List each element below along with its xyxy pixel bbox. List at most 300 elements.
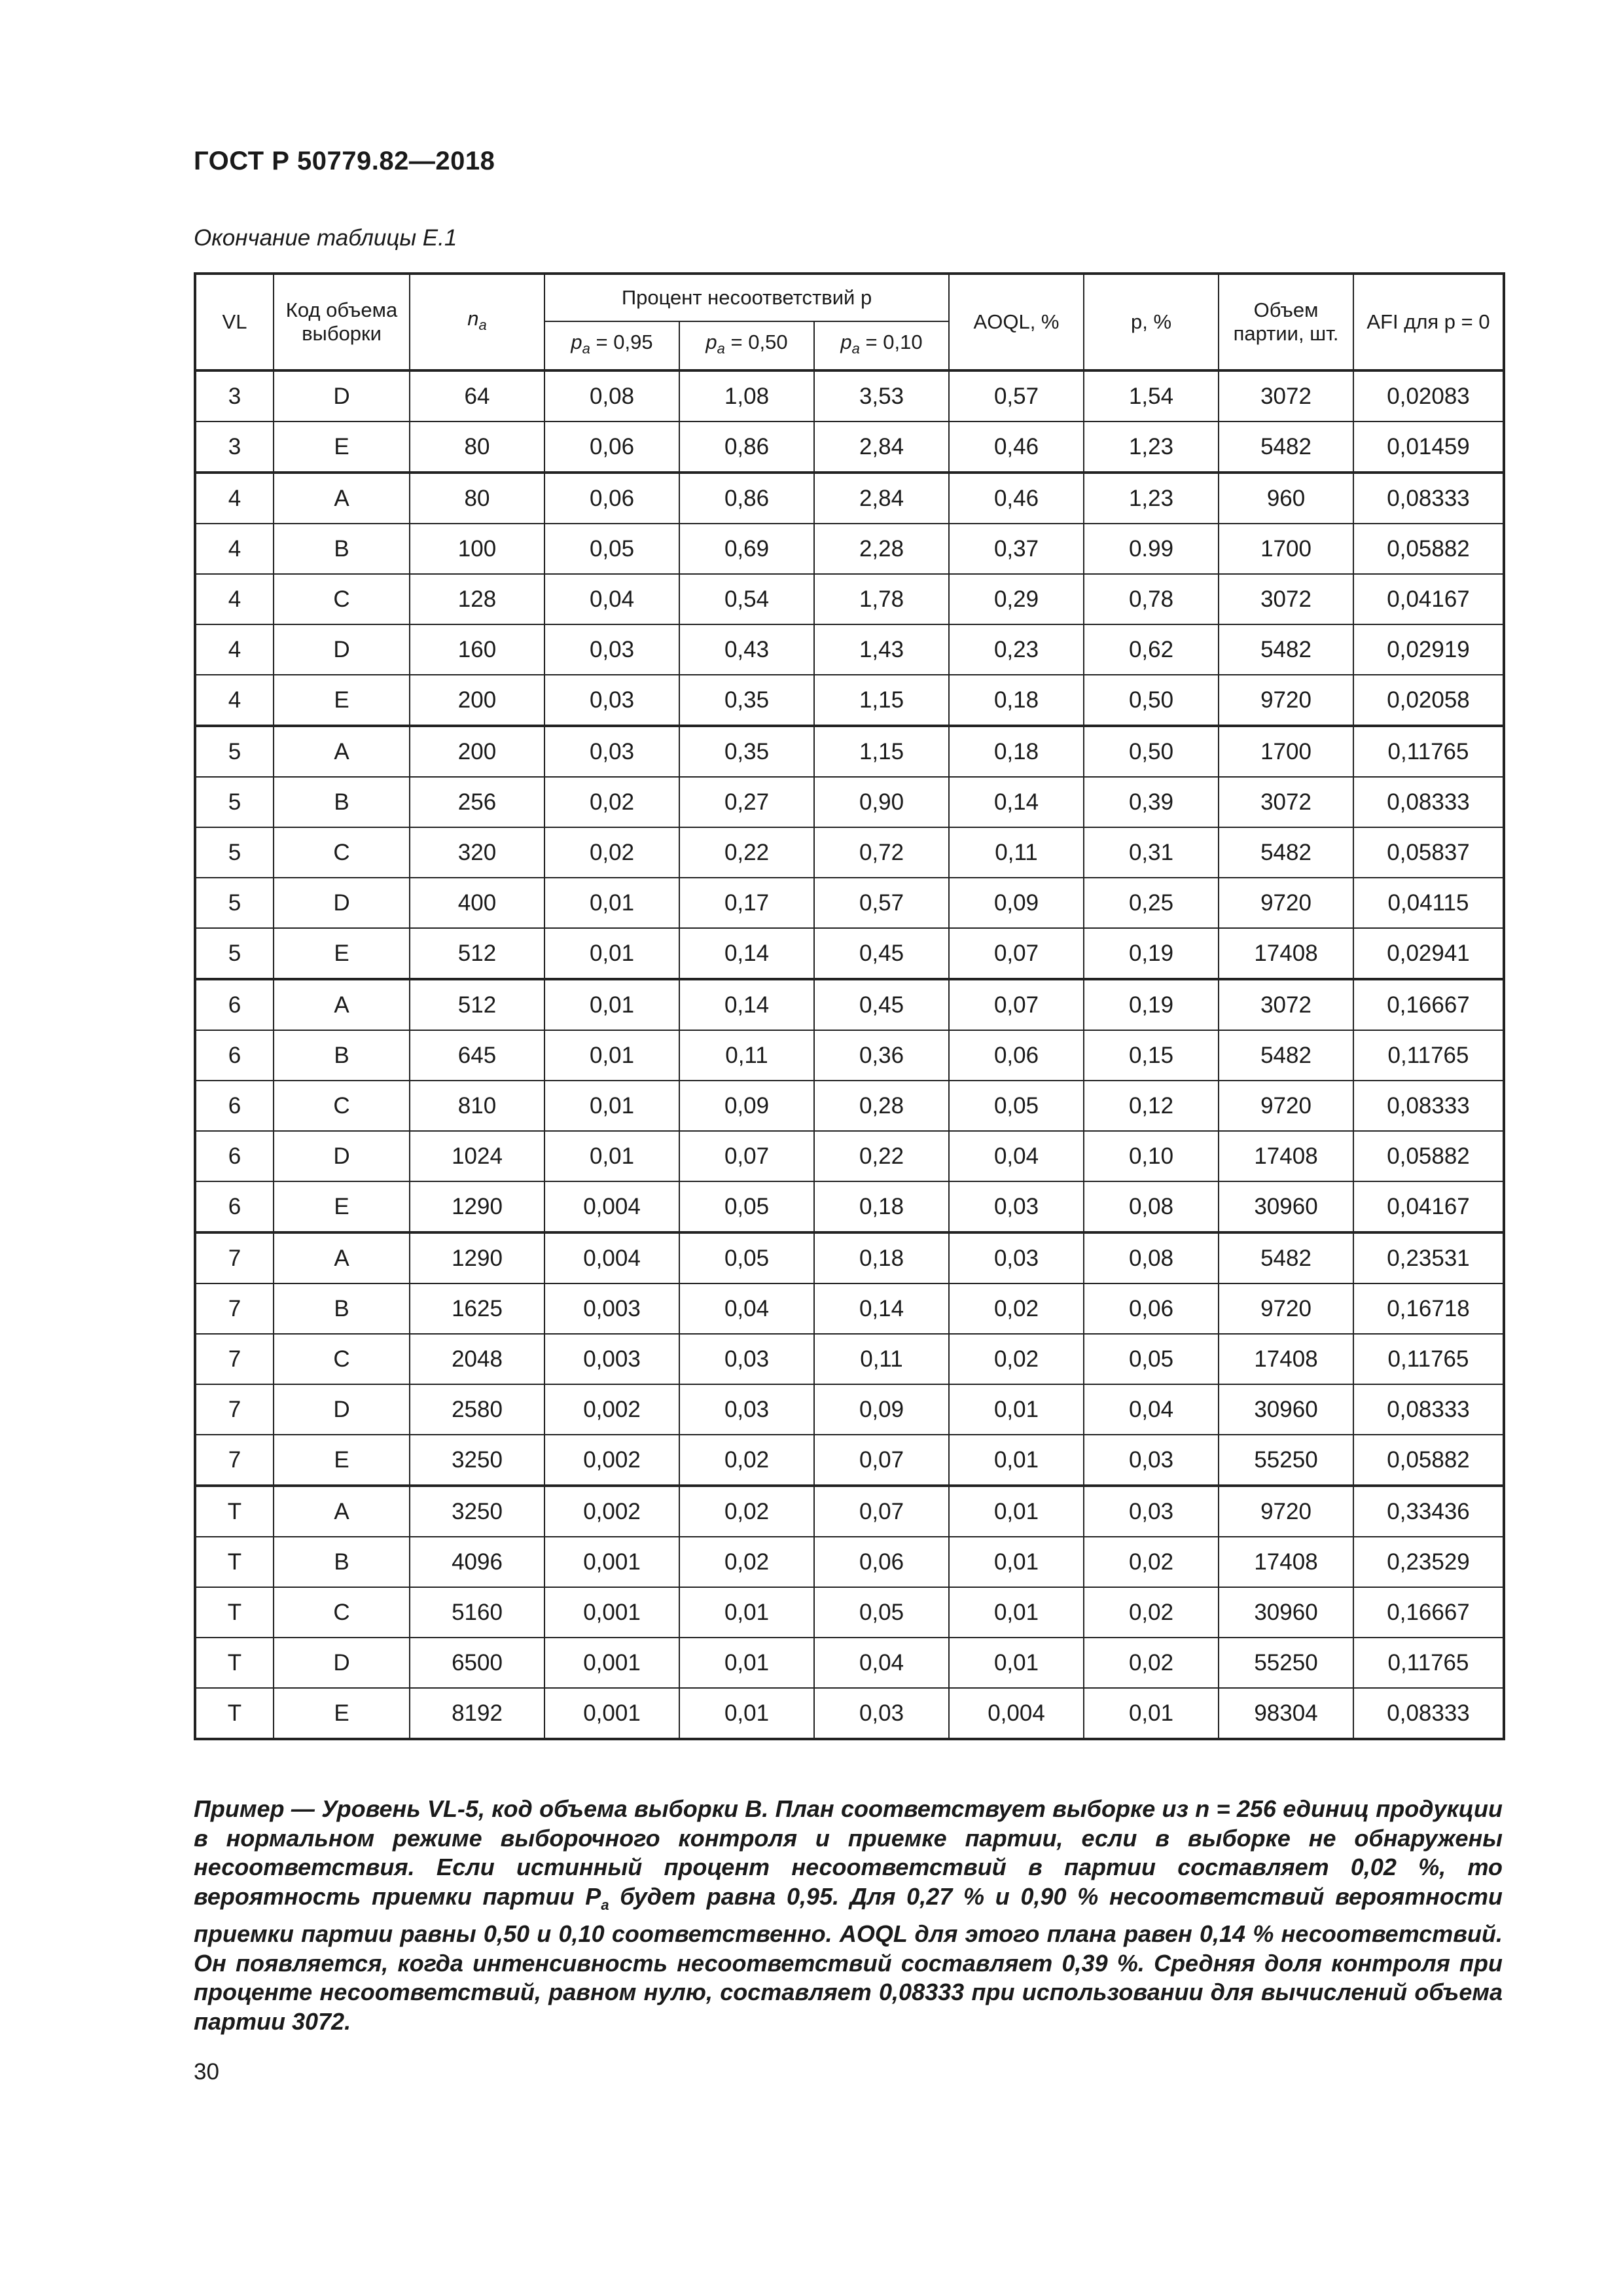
cell-p: 0,04 [1084,1384,1219,1435]
cell-pa-050: 0,27 [679,777,814,827]
cell-vl: 6 [195,1131,274,1181]
cell-pa-095: 0,03 [544,675,679,726]
document-header: ГОСТ Р 50779.82—2018 [194,147,495,175]
table-row [195,1030,1504,1081]
cell-pa-050: 0,11 [679,1030,814,1081]
cell-aoql: 0,46 [949,422,1084,473]
table-row [195,827,1504,878]
cell-p: 0,08 [1084,1181,1219,1232]
cell-pa-050: 0,01 [679,1638,814,1688]
header-percent-nonconforming: Процент несоответствий p [544,274,949,321]
cell-p: 0.99 [1084,524,1219,574]
cell-lot-size: 30960 [1219,1587,1353,1638]
cell-afi: 0,23531 [1353,1232,1504,1283]
cell-lot-size: 3072 [1219,574,1353,624]
cell-vl: 6 [195,1181,274,1232]
cell-na: 6500 [410,1638,544,1688]
cell-vl: 4 [195,624,274,675]
cell-aoql: 0,03 [949,1181,1084,1232]
cell-pa-050: 0,35 [679,726,814,777]
cell-pa-010: 2,84 [814,473,949,524]
cell-p: 0,12 [1084,1081,1219,1131]
header-pa-095-value: = 0,95 [590,330,653,353]
cell-sample-code: C [274,1081,410,1131]
cell-sample-code: A [274,1232,410,1283]
cell-na: 512 [410,979,544,1030]
cell-sample-code: D [274,1131,410,1181]
table-row [195,1131,1504,1181]
cell-vl: T [195,1486,274,1537]
cell-aoql: 0,18 [949,726,1084,777]
cell-afi: 0,05882 [1353,524,1504,574]
cell-pa-050: 0,35 [679,675,814,726]
table-row [195,979,1504,1030]
cell-pa-010: 0,03 [814,1688,949,1739]
cell-p: 0,02 [1084,1638,1219,1688]
table-row [195,928,1504,979]
cell-sample-code: A [274,726,410,777]
cell-lot-size: 9720 [1219,675,1353,726]
cell-pa-095: 0,01 [544,1131,679,1181]
cell-pa-050: 0,02 [679,1435,814,1486]
cell-na: 645 [410,1030,544,1081]
cell-pa-095: 0,01 [544,928,679,979]
cell-pa-095: 0,001 [544,1638,679,1688]
table-row [195,422,1504,473]
cell-p: 1,54 [1084,370,1219,422]
cell-pa-010: 0,09 [814,1384,949,1435]
cell-pa-050: 0,05 [679,1181,814,1232]
header-pa-050-sub: a [717,340,725,357]
cell-vl: 5 [195,777,274,827]
cell-pa-010: 1,43 [814,624,949,675]
cell-lot-size: 5482 [1219,1030,1353,1081]
cell-na: 3250 [410,1486,544,1537]
cell-pa-010: 0,18 [814,1181,949,1232]
cell-sample-code: A [274,1486,410,1537]
cell-na: 4096 [410,1537,544,1587]
cell-aoql: 0,01 [949,1587,1084,1638]
cell-pa-095: 0,004 [544,1232,679,1283]
cell-na: 1290 [410,1181,544,1232]
cell-p: 1,23 [1084,473,1219,524]
cell-aoql: 0,57 [949,370,1084,422]
cell-lot-size: 17408 [1219,1334,1353,1384]
cell-na: 320 [410,827,544,878]
cell-aoql: 0,04 [949,1131,1084,1181]
cell-lot-size: 98304 [1219,1688,1353,1739]
table-row [195,1334,1504,1384]
cell-pa-010: 0,07 [814,1435,949,1486]
cell-sample-code: A [274,979,410,1030]
cell-pa-095: 0,001 [544,1587,679,1638]
cell-vl: 6 [195,1081,274,1131]
cell-na: 256 [410,777,544,827]
cell-lot-size: 9720 [1219,1081,1353,1131]
cell-aoql: 0,02 [949,1283,1084,1334]
cell-sample-code: B [274,777,410,827]
table-row [195,1384,1504,1435]
cell-aoql: 0,07 [949,979,1084,1030]
cell-na: 400 [410,878,544,928]
cell-afi: 0,16718 [1353,1283,1504,1334]
cell-lot-size: 1700 [1219,726,1353,777]
cell-lot-size: 5482 [1219,422,1353,473]
cell-pa-095: 0,004 [544,1181,679,1232]
cell-aoql: 0,06 [949,1030,1084,1081]
cell-pa-095: 0,06 [544,473,679,524]
cell-pa-010: 1,78 [814,574,949,624]
cell-vl: T [195,1537,274,1587]
table-row [195,1232,1504,1283]
cell-pa-010: 2,28 [814,524,949,574]
cell-lot-size: 17408 [1219,928,1353,979]
cell-sample-code: E [274,1435,410,1486]
table-row [195,473,1504,524]
cell-lot-size: 960 [1219,473,1353,524]
table-row [195,624,1504,675]
cell-vl: T [195,1587,274,1638]
cell-pa-010: 0,90 [814,777,949,827]
cell-na: 8192 [410,1688,544,1739]
table-row [195,1081,1504,1131]
cell-pa-095: 0,02 [544,827,679,878]
note-text-part2: будет равна 0,95. Для 0,27 % и 0,90 % несоответствий вероятности приемки партии равны 0,50 и 0,10 соответственно. AOQL для этого плана равен 0,14 % несоответствий. Он появляется, когда интенсивность несоответствий составляет 0,39 %. Средняя доля контроля при проценте несоответствий, равном нулю, составляет 0,08333 при использовании для вычислений объема партии 3072. [194,1882,1503,2035]
cell-lot-size: 30960 [1219,1384,1353,1435]
cell-pa-050: 0,86 [679,422,814,473]
header-pa-095-sub: a [582,340,590,357]
cell-pa-010: 0,28 [814,1081,949,1131]
cell-pa-095: 0,003 [544,1334,679,1384]
cell-na: 1625 [410,1283,544,1334]
cell-pa-050: 0,86 [679,473,814,524]
cell-pa-095: 0,02 [544,777,679,827]
cell-sample-code: C [274,1587,410,1638]
header-p: p, % [1084,274,1219,370]
cell-vl: 3 [195,422,274,473]
header-pa-010-symbol: p [840,330,852,353]
table-header [195,274,1504,370]
cell-lot-size: 1700 [1219,524,1353,574]
cell-vl: 7 [195,1232,274,1283]
cell-pa-095: 0,03 [544,624,679,675]
cell-pa-095: 0,002 [544,1486,679,1537]
header-pa-050 [679,321,814,370]
cell-sample-code: C [274,827,410,878]
cell-na: 3250 [410,1435,544,1486]
table-row [195,1283,1504,1334]
cell-aoql: 0,18 [949,675,1084,726]
cell-vl: 3 [195,370,274,422]
header-afi: AFI для p = 0 [1353,274,1504,370]
sampling-plan-table [194,272,1505,1740]
cell-pa-010: 0,04 [814,1638,949,1688]
cell-p: 0,03 [1084,1486,1219,1537]
cell-aoql: 0,004 [949,1688,1084,1739]
cell-pa-010: 0,07 [814,1486,949,1537]
cell-lot-size: 17408 [1219,1537,1353,1587]
cell-vl: 5 [195,878,274,928]
cell-vl: T [195,1688,274,1739]
header-pa-010 [814,321,949,370]
cell-aoql: 0,01 [949,1435,1084,1486]
cell-pa-010: 0,18 [814,1232,949,1283]
cell-afi: 0,02919 [1353,624,1504,675]
cell-afi: 0,23529 [1353,1537,1504,1587]
example-note [194,1795,1503,2036]
table-row [195,1688,1504,1739]
cell-pa-095: 0,03 [544,726,679,777]
cell-p: 0,03 [1084,1435,1219,1486]
note-text-part1: Пример — Уровень VL-5, код объема выборки B. План соответствует выборке из n = 256 единиц продукции в нормальном режиме выборочного контроля и приемке партии, если в выборке не обнаружены несоответствия. Если истинный процент несоответствий в партии составляет 0,02 %, то вероятность приемки партии P [194,1795,1503,1910]
cell-pa-010: 3,53 [814,370,949,422]
cell-pa-010: 0,05 [814,1587,949,1638]
cell-aoql: 0,01 [949,1486,1084,1537]
cell-pa-010: 0,11 [814,1334,949,1384]
cell-vl: 5 [195,827,274,878]
cell-vl: T [195,1638,274,1688]
cell-pa-010: 0,45 [814,979,949,1030]
cell-pa-010: 0,14 [814,1283,949,1334]
cell-vl: 4 [195,675,274,726]
cell-afi: 0,02941 [1353,928,1504,979]
table-caption: Окончание таблицы Е.1 [194,225,457,251]
cell-pa-050: 0,04 [679,1283,814,1334]
cell-na: 80 [410,473,544,524]
cell-pa-095: 0,01 [544,1030,679,1081]
cell-vl: 5 [195,726,274,777]
cell-afi: 0,11765 [1353,726,1504,777]
cell-p: 1,23 [1084,422,1219,473]
cell-afi: 0,02083 [1353,370,1504,422]
cell-p: 0,50 [1084,675,1219,726]
cell-p: 0,02 [1084,1587,1219,1638]
cell-pa-050: 0,03 [679,1384,814,1435]
cell-pa-050: 0,07 [679,1131,814,1181]
header-na [410,274,544,370]
table-row [195,1537,1504,1587]
cell-aoql: 0,01 [949,1638,1084,1688]
cell-sample-code: E [274,1181,410,1232]
table-row [195,878,1504,928]
cell-lot-size: 55250 [1219,1638,1353,1688]
cell-na: 512 [410,928,544,979]
table-row [195,1435,1504,1486]
cell-afi: 0,04167 [1353,574,1504,624]
cell-pa-050: 0,05 [679,1232,814,1283]
cell-pa-010: 0,45 [814,928,949,979]
cell-lot-size: 5482 [1219,827,1353,878]
cell-pa-050: 0,69 [679,524,814,574]
header-pa-050-symbol: p [705,330,717,353]
cell-pa-010: 2,84 [814,422,949,473]
cell-na: 64 [410,370,544,422]
cell-afi: 0,04115 [1353,878,1504,928]
cell-afi: 0,16667 [1353,1587,1504,1638]
cell-sample-code: E [274,675,410,726]
cell-p: 0,50 [1084,726,1219,777]
cell-afi: 0,11765 [1353,1638,1504,1688]
cell-pa-010: 0,57 [814,878,949,928]
cell-lot-size: 5482 [1219,1232,1353,1283]
cell-na: 200 [410,675,544,726]
cell-pa-010: 0,06 [814,1537,949,1587]
cell-p: 0,02 [1084,1537,1219,1587]
cell-pa-095: 0,06 [544,422,679,473]
cell-pa-095: 0,01 [544,979,679,1030]
cell-vl: 4 [195,473,274,524]
cell-aoql: 0,14 [949,777,1084,827]
header-pa-010-value: = 0,10 [859,330,923,353]
cell-pa-050: 0,43 [679,624,814,675]
cell-aoql: 0,46 [949,473,1084,524]
cell-pa-050: 0,03 [679,1334,814,1384]
table-row [195,1181,1504,1232]
cell-vl: 6 [195,979,274,1030]
header-vl: VL [195,274,274,370]
cell-p: 0,10 [1084,1131,1219,1181]
page-number: 30 [194,2059,219,2085]
cell-afi: 0,01459 [1353,422,1504,473]
cell-pa-050: 0,14 [679,979,814,1030]
cell-afi: 0,05837 [1353,827,1504,878]
table-container [194,272,1503,1740]
header-sample-code: Код объема выборки [274,274,410,370]
cell-pa-050: 1,08 [679,370,814,422]
cell-lot-size: 5482 [1219,624,1353,675]
cell-lot-size: 3072 [1219,370,1353,422]
cell-lot-size: 55250 [1219,1435,1353,1486]
table-row [195,726,1504,777]
cell-pa-095: 0,01 [544,878,679,928]
cell-afi: 0,08333 [1353,1384,1504,1435]
cell-pa-095: 0,04 [544,574,679,624]
cell-na: 100 [410,524,544,574]
header-pa-095 [544,321,679,370]
header-pa-050-value: = 0,50 [724,330,788,353]
cell-aoql: 0,01 [949,1384,1084,1435]
table-row [195,777,1504,827]
cell-lot-size: 30960 [1219,1181,1353,1232]
header-pa-010-sub: a [851,340,860,357]
cell-sample-code: E [274,928,410,979]
header-aoql: AOQL, % [949,274,1084,370]
cell-sample-code: B [274,1537,410,1587]
table-body [195,370,1504,1739]
cell-afi: 0,08333 [1353,777,1504,827]
cell-na: 2580 [410,1384,544,1435]
cell-na: 160 [410,624,544,675]
cell-p: 0,15 [1084,1030,1219,1081]
cell-sample-code: C [274,574,410,624]
cell-na: 2048 [410,1334,544,1384]
cell-pa-095: 0,003 [544,1283,679,1334]
cell-p: 0,01 [1084,1688,1219,1739]
cell-vl: 7 [195,1283,274,1334]
cell-lot-size: 9720 [1219,1486,1353,1537]
cell-sample-code: A [274,473,410,524]
cell-pa-095: 0,01 [544,1081,679,1131]
cell-pa-010: 0,36 [814,1030,949,1081]
cell-na: 1290 [410,1232,544,1283]
cell-afi: 0,08333 [1353,473,1504,524]
cell-na: 1024 [410,1131,544,1181]
cell-aoql: 0,37 [949,524,1084,574]
cell-pa-010: 0,72 [814,827,949,878]
header-lot-size: Объем партии, шт. [1219,274,1353,370]
cell-p: 0,78 [1084,574,1219,624]
cell-sample-code: B [274,1283,410,1334]
cell-p: 0,39 [1084,777,1219,827]
table-row [195,370,1504,422]
cell-na: 5160 [410,1587,544,1638]
cell-na: 128 [410,574,544,624]
cell-aoql: 0,23 [949,624,1084,675]
cell-p: 0,62 [1084,624,1219,675]
table-row [195,574,1504,624]
cell-p: 0,19 [1084,928,1219,979]
cell-aoql: 0,29 [949,574,1084,624]
cell-vl: 7 [195,1384,274,1435]
cell-pa-095: 0,05 [544,524,679,574]
cell-pa-050: 0,54 [679,574,814,624]
cell-lot-size: 3072 [1219,979,1353,1030]
cell-p: 0,05 [1084,1334,1219,1384]
cell-aoql: 0,09 [949,878,1084,928]
cell-afi: 0,33436 [1353,1486,1504,1537]
cell-p: 0,31 [1084,827,1219,878]
cell-pa-010: 1,15 [814,675,949,726]
cell-vl: 6 [195,1030,274,1081]
cell-sample-code: B [274,524,410,574]
cell-afi: 0,11765 [1353,1030,1504,1081]
table-row [195,675,1504,726]
cell-sample-code: B [274,1030,410,1081]
table-row [195,1587,1504,1638]
cell-pa-010: 1,15 [814,726,949,777]
cell-sample-code: D [274,370,410,422]
note-subscript: a [601,1896,609,1913]
cell-afi: 0,05882 [1353,1435,1504,1486]
cell-pa-095: 0,08 [544,370,679,422]
header-na-main: n [467,306,479,330]
table-row [195,524,1504,574]
cell-na: 810 [410,1081,544,1131]
cell-vl: 4 [195,524,274,574]
cell-pa-095: 0,001 [544,1537,679,1587]
header-na-sub: a [478,317,487,334]
cell-afi: 0,16667 [1353,979,1504,1030]
table-row [195,1486,1504,1537]
cell-vl: 5 [195,928,274,979]
cell-vl: 7 [195,1334,274,1384]
cell-afi: 0,02058 [1353,675,1504,726]
cell-sample-code: E [274,422,410,473]
cell-p: 0,25 [1084,878,1219,928]
cell-pa-095: 0,002 [544,1435,679,1486]
cell-sample-code: D [274,624,410,675]
cell-pa-050: 0,09 [679,1081,814,1131]
cell-sample-code: C [274,1334,410,1384]
cell-pa-050: 0,02 [679,1537,814,1587]
cell-pa-050: 0,01 [679,1587,814,1638]
cell-pa-010: 0,22 [814,1131,949,1181]
table-row [195,1638,1504,1688]
cell-pa-050: 0,02 [679,1486,814,1537]
cell-aoql: 0,11 [949,827,1084,878]
cell-afi: 0,08333 [1353,1688,1504,1739]
cell-sample-code: D [274,1384,410,1435]
